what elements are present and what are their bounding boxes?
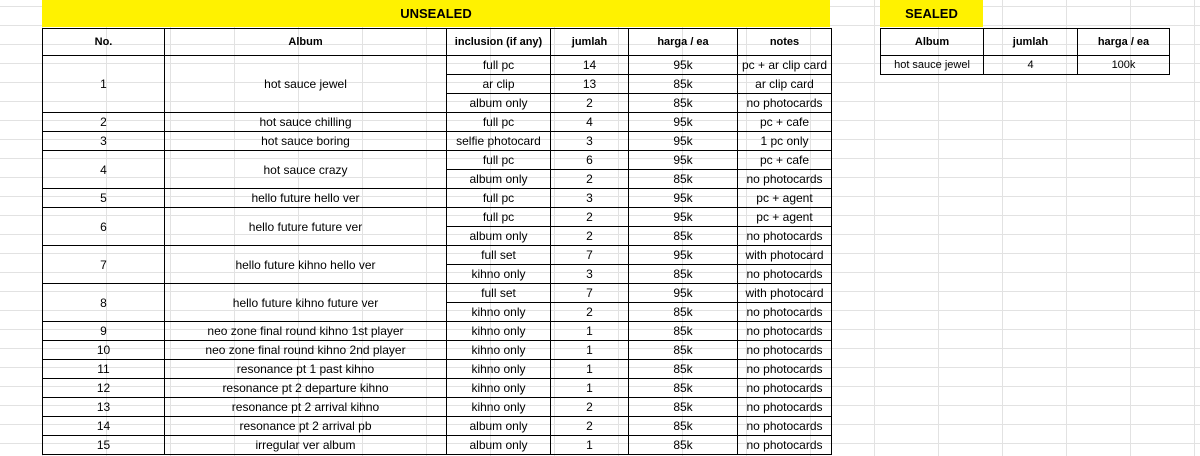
sealed-cell-harga[interactable]: 100k <box>1078 56 1170 75</box>
table-row <box>43 379 832 398</box>
cell-harga[interactable]: 95k <box>629 56 738 75</box>
cell-inclusion[interactable]: kihno only <box>447 265 551 284</box>
cell-no[interactable]: 7 <box>43 246 165 284</box>
header-jumlah[interactable]: jumlah <box>551 29 629 56</box>
cell-notes[interactable]: ar clip card <box>738 75 832 94</box>
table-row <box>43 246 832 265</box>
cell-notes[interactable]: no photocards <box>738 94 832 113</box>
cell-notes[interactable]: no photocards <box>738 379 832 398</box>
cell-notes[interactable]: pc + agent <box>738 208 832 227</box>
cell-inclusion[interactable]: kihno only <box>447 360 551 379</box>
unsealed-table <box>42 28 832 455</box>
cell-jumlah[interactable]: 4 <box>551 113 629 132</box>
cell-notes[interactable]: no photocards <box>738 322 832 341</box>
cell-album[interactable]: irregular ver album <box>165 436 447 455</box>
cell-notes[interactable]: no photocards <box>738 360 832 379</box>
table-row <box>43 56 832 75</box>
cell-harga[interactable]: 95k <box>629 208 738 227</box>
cell-inclusion[interactable]: kihno only <box>447 379 551 398</box>
cell-jumlah[interactable]: 7 <box>551 246 629 265</box>
table-row <box>43 398 832 417</box>
cell-jumlah[interactable]: 2 <box>551 417 629 436</box>
cell-inclusion[interactable]: full set <box>447 246 551 265</box>
cell-jumlah[interactable]: 3 <box>551 132 629 151</box>
cell-jumlah[interactable]: 2 <box>551 398 629 417</box>
cell-notes[interactable]: pc + cafe <box>738 151 832 170</box>
cell-album[interactable]: resonance pt 1 past kihno <box>165 360 447 379</box>
cell-jumlah[interactable]: 7 <box>551 284 629 303</box>
cell-harga[interactable]: 85k <box>629 75 738 94</box>
cell-no[interactable]: 13 <box>43 398 165 417</box>
cell-notes[interactable]: no photocards <box>738 170 832 189</box>
cell-inclusion[interactable]: full pc <box>447 151 551 170</box>
cell-no[interactable]: 6 <box>43 208 165 246</box>
cell-harga[interactable]: 85k <box>629 417 738 436</box>
table-row <box>43 417 832 436</box>
cell-notes[interactable]: with photocard <box>738 246 832 265</box>
sealed-row <box>881 56 1170 75</box>
cell-album[interactable]: resonance pt 2 departure kihno <box>165 379 447 398</box>
cell-harga[interactable]: 95k <box>629 151 738 170</box>
cell-no[interactable]: 5 <box>43 189 165 208</box>
cell-no[interactable]: 4 <box>43 151 165 189</box>
cell-inclusion[interactable]: kihno only <box>447 322 551 341</box>
cell-album[interactable]: resonance pt 2 arrival kihno <box>165 398 447 417</box>
cell-jumlah[interactable]: 1 <box>551 322 629 341</box>
header-album[interactable]: Album <box>165 29 447 56</box>
cell-notes[interactable]: no photocards <box>738 398 832 417</box>
cell-no[interactable]: 15 <box>43 436 165 455</box>
cell-inclusion[interactable]: selfie photocard <box>447 132 551 151</box>
cell-no[interactable]: 2 <box>43 113 165 132</box>
table-row <box>43 284 832 303</box>
table-row <box>43 322 832 341</box>
cell-album[interactable]: hello future kihno future ver <box>165 284 447 322</box>
cell-notes[interactable]: with photocard <box>738 284 832 303</box>
table-row <box>43 360 832 379</box>
cell-jumlah[interactable]: 2 <box>551 208 629 227</box>
cell-notes[interactable]: no photocards <box>738 341 832 360</box>
cell-harga[interactable]: 85k <box>629 227 738 246</box>
cell-harga[interactable]: 85k <box>629 303 738 322</box>
cell-album[interactable]: hello future future ver <box>165 208 447 246</box>
table-row <box>43 208 832 227</box>
cell-notes[interactable]: no photocards <box>738 417 832 436</box>
cell-jumlah[interactable]: 2 <box>551 94 629 113</box>
cell-harga[interactable]: 85k <box>629 360 738 379</box>
cell-harga[interactable]: 85k <box>629 379 738 398</box>
cell-harga[interactable]: 95k <box>629 246 738 265</box>
sealed-header-jumlah[interactable]: jumlah <box>984 29 1078 56</box>
cell-jumlah[interactable]: 14 <box>551 56 629 75</box>
cell-harga[interactable]: 85k <box>629 265 738 284</box>
cell-no[interactable]: 3 <box>43 132 165 151</box>
cell-notes[interactable]: no photocards <box>738 303 832 322</box>
sealed-banner[interactable] <box>880 0 983 27</box>
cell-notes[interactable]: no photocards <box>738 436 832 455</box>
cell-no[interactable]: 14 <box>43 417 165 436</box>
cell-inclusion[interactable]: full pc <box>447 189 551 208</box>
cell-album[interactable]: hot sauce crazy <box>165 151 447 189</box>
cell-no[interactable]: 10 <box>43 341 165 360</box>
cell-harga[interactable]: 85k <box>629 398 738 417</box>
cell-album[interactable]: hello future kihno hello ver <box>165 246 447 284</box>
cell-harga[interactable]: 85k <box>629 170 738 189</box>
table-row <box>43 189 832 208</box>
cell-notes[interactable]: no photocards <box>738 265 832 284</box>
cell-inclusion[interactable]: kihno only <box>447 303 551 322</box>
cell-inclusion[interactable]: album only <box>447 94 551 113</box>
table-row <box>43 113 832 132</box>
cell-notes[interactable]: pc + cafe <box>738 113 832 132</box>
cell-inclusion[interactable]: album only <box>447 417 551 436</box>
cell-jumlah[interactable]: 2 <box>551 170 629 189</box>
cell-no[interactable]: 11 <box>43 360 165 379</box>
cell-inclusion[interactable]: full pc <box>447 56 551 75</box>
cell-inclusion[interactable]: kihno only <box>447 398 551 417</box>
cell-notes[interactable]: 1 pc only <box>738 132 832 151</box>
sealed-cell-jumlah[interactable]: 4 <box>984 56 1078 75</box>
cell-jumlah[interactable]: 3 <box>551 189 629 208</box>
sealed-header-harga[interactable]: harga / ea <box>1078 29 1170 56</box>
cell-jumlah[interactable]: 2 <box>551 303 629 322</box>
cell-album[interactable]: neo zone final round kihno 1st player <box>165 322 447 341</box>
cell-inclusion[interactable]: ar clip <box>447 75 551 94</box>
cell-harga[interactable]: 85k <box>629 341 738 360</box>
sealed-body <box>881 56 1170 75</box>
unsealed-header-row <box>43 29 832 56</box>
sealed-cell-album[interactable]: hot sauce jewel <box>881 56 984 75</box>
cell-jumlah[interactable]: 6 <box>551 151 629 170</box>
cell-no[interactable]: 9 <box>43 322 165 341</box>
cell-album[interactable]: hello future hello ver <box>165 189 447 208</box>
cell-no[interactable]: 12 <box>43 379 165 398</box>
cell-harga[interactable]: 95k <box>629 113 738 132</box>
cell-inclusion[interactable]: full pc <box>447 208 551 227</box>
sealed-table <box>880 28 1170 75</box>
unsealed-body <box>43 56 832 455</box>
cell-harga[interactable]: 85k <box>629 436 738 455</box>
table-row <box>43 132 832 151</box>
cell-inclusion[interactable]: full set <box>447 284 551 303</box>
cell-jumlah[interactable]: 13 <box>551 75 629 94</box>
cell-notes[interactable]: no photocards <box>738 227 832 246</box>
cell-harga[interactable]: 95k <box>629 189 738 208</box>
cell-jumlah[interactable]: 1 <box>551 379 629 398</box>
cell-harga[interactable]: 95k <box>629 284 738 303</box>
header-notes[interactable]: notes <box>738 29 832 56</box>
cell-album[interactable]: neo zone final round kihno 2nd player <box>165 341 447 360</box>
cell-inclusion[interactable]: kihno only <box>447 341 551 360</box>
sealed-title: SEALED <box>905 6 958 21</box>
sealed-header-album[interactable]: Album <box>881 29 984 56</box>
table-row <box>43 436 832 455</box>
unsealed-banner[interactable] <box>42 0 830 27</box>
cell-album[interactable]: resonance pt 2 arrival pb <box>165 417 447 436</box>
cell-inclusion[interactable]: album only <box>447 170 551 189</box>
cell-no[interactable]: 8 <box>43 284 165 322</box>
header-no[interactable]: No. <box>43 29 165 56</box>
cell-jumlah[interactable]: 3 <box>551 265 629 284</box>
cell-no[interactable]: 1 <box>43 56 165 113</box>
table-row <box>43 151 832 170</box>
cell-jumlah[interactable]: 2 <box>551 227 629 246</box>
sealed-header-row <box>881 29 1170 56</box>
header-inclusion[interactable]: inclusion (if any) <box>447 29 551 56</box>
cell-notes[interactable]: pc + ar clip card <box>738 56 832 75</box>
cell-album[interactable]: hot sauce boring <box>165 132 447 151</box>
cell-inclusion[interactable]: album only <box>447 227 551 246</box>
cell-album[interactable]: hot sauce jewel <box>165 56 447 113</box>
cell-jumlah[interactable]: 1 <box>551 436 629 455</box>
cell-jumlah[interactable]: 1 <box>551 341 629 360</box>
unsealed-title: UNSEALED <box>400 6 472 21</box>
cell-notes[interactable]: pc + agent <box>738 189 832 208</box>
cell-harga[interactable]: 85k <box>629 94 738 113</box>
cell-inclusion[interactable]: full pc <box>447 113 551 132</box>
cell-harga[interactable]: 95k <box>629 132 738 151</box>
cell-jumlah[interactable]: 1 <box>551 360 629 379</box>
table-row <box>43 341 832 360</box>
cell-album[interactable]: hot sauce chilling <box>165 113 447 132</box>
cell-harga[interactable]: 85k <box>629 322 738 341</box>
cell-inclusion[interactable]: album only <box>447 436 551 455</box>
header-harga[interactable]: harga / ea <box>629 29 738 56</box>
